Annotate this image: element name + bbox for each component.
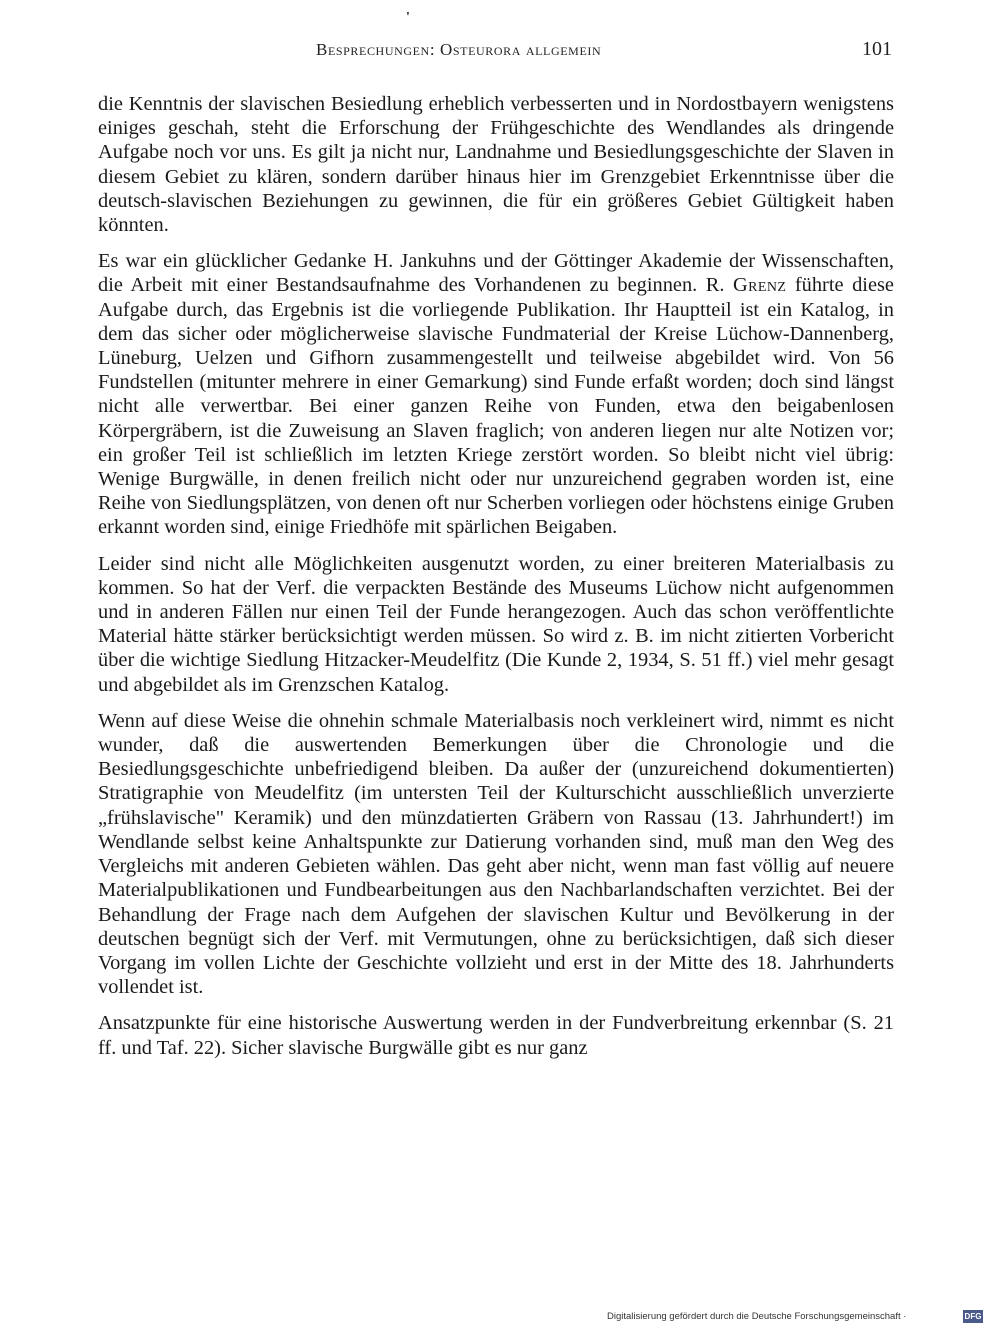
top-mark: ' <box>406 10 410 25</box>
paragraph-3: Leider sind nicht alle Möglichkeiten ausgenutzt worden, zu einer breiteren Materialbasis zu kommen. So hat der Verf. die verpackten Bestände des Museums Lüchow nicht aufgenommen und in anderen Fällen nur einen Teil der Funde herangezogen. Auch das schon veröffentlichte Material hätte stärker berücksichtigt werden müssen. So wird z. B. im nicht zitierten Vorbericht über die wichtige Siedlung Hitzacker-Meudelfitz (Die Kunde 2, 1934, S. 51 ff.) viel mehr gesagt und abgebildet als im Grenzschen Katalog. <box>98 552 894 696</box>
paragraph-5: Ansatzpunkte für eine historische Auswertung werden in der Fundverbreitung erkennbar (S. 21 ff. und Taf. 22). Sicher slavische Burgwälle gibt es nur ganz <box>98 1012 894 1059</box>
author-name: Grenz <box>733 274 787 297</box>
digitization-credit: Digitalisierung gefördert durch die Deutsche Forschungsgemeinschaft · <box>607 1311 907 1322</box>
paragraph-4: Wenn auf diese Weise die ohnehin schmale Materialbasis noch verkleinert wird, nimmt es nicht wunder, daß die auswertenden Bemerkungen über die Chronologie und die Besiedlungsgeschichte unbefriedigend bleiben. Da außer der (unzureichend dokumentierten) Stratigraphie von Meudelfitz (im untersten Teil der Kulturschicht ausschließlich unverzierte „frühslavische" Keramik) und den münzdatierten Gräbern von Rassau (13. Jahrhundert!) im Wendlande selbst keine Anhaltspunkte zur Datierung vorhanden sind, muß man den Weg des Vergleichs mit anderen Gebieten wählen. Das geht aber nicht, wenn man fast völlig auf neuere Materialpublikationen und Fundbearbeitungen aus den Nachbarlandschaften verzichtet. Bei der Behandlung der Frage nach dem Aufgehen der slavischen Kultur und Bevölkerung in der deutschen begnügt sich der Verf. mit Vermutungen, ohne zu berücksichtigen, daß sich dieser Vorgang im vollen Lichte der Geschichte vollzieht und erst in der Mitte des 18. Jahrhunderts vollendet ist. <box>98 709 894 999</box>
paragraph-1: die Kenntnis der slavischen Besiedlung erheblich verbesserten und in Nordostbayern wenigstens einiges geschah, steht die Erforschung der Frühgeschichte des Wendlandes als dringende Aufgabe noch vor uns. Es gilt ja nicht nur, Landnahme und Besiedlungsgeschichte der Slaven in diesem Gebiet zu klären, sondern darüber hinaus hier im Grenzgebiet Erkenntnisse über die deutsch-slavischen Beziehungen zu gewinnen, die für ein größeres Gebiet Gültigkeit haben könnten. <box>98 93 894 237</box>
paragraph-2 <box>98 249 894 539</box>
paragraph-2-start: Es war ein glücklicher Gedanke H. Jankuhns und der Göttinger Akademie der Wissenschaften, die Arbeit mit einer Bestandsaufnahme des Vorhandenen zu beginnen. R. <box>98 250 894 297</box>
page-number: 101 <box>862 38 892 60</box>
running-head: Besprechungen: Osteurora allgemein <box>316 40 602 59</box>
paragraph-2-rest: führte diese Aufgabe durch, das Ergebnis ist die vorliegende Publikation. Ihr Hauptteil ist ein Katalog, in dem das sicher oder möglicherweise slavische Fundmaterial der Kreise Lüchow-Dannenberg, Lüneburg, Uelzen und Gifhorn zusammengestellt und teilweise abgebildet wird. Von 56 Fundstellen (mitunter mehrere in einer Gemarkung) sind Funde erfaßt worden; doch sind längst nicht alle verwertbar. Bei einer ganzen Reihe von Funden, etwa den beigabenlosen Körpergräbern, ist die Zuweisung an Slaven fraglich; von anderen liegen nur alte Notizen vor; ein großer Teil ist schließlich im letzten Kriege zerstört worden. So bleibt nicht viel übrig: Wenige Burgwälle, in denen freilich nicht oder nur unzureichend gegraben worden ist, eine Reihe von Siedlungsplätzen, von denen oft nur Scherben vorliegen oder höchstens einige Gruben erkannt worden sind, einige Friedhöfe mit spärlichen Beigaben. <box>98 274 894 539</box>
dfg-logo: DFG <box>964 1312 982 1321</box>
body-text <box>98 92 894 1072</box>
